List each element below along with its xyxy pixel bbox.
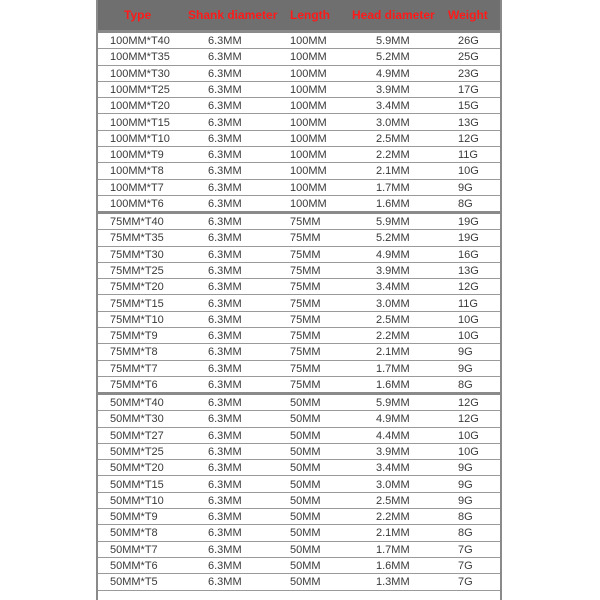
cell-shank-diameter: 6.3MM	[208, 379, 242, 391]
cell-head-diameter: 5.9MM	[376, 216, 410, 228]
table-header	[98, 0, 500, 30]
cell-head-diameter: 3.9MM	[376, 83, 410, 96]
table-row	[98, 361, 500, 377]
table-row	[98, 444, 500, 460]
cell-weight: 17G	[458, 83, 479, 96]
table-row	[98, 279, 500, 295]
table-row	[98, 131, 500, 147]
cell-weight: 7G	[458, 560, 473, 572]
cell-length: 75MM	[290, 216, 321, 228]
table-row	[98, 460, 500, 476]
cell-head-diameter: 3.0MM	[376, 116, 410, 129]
cell-weight: 19G	[458, 232, 479, 245]
cell-length: 100MM	[290, 149, 327, 162]
cell-shank-diameter: 6.3MM	[208, 543, 242, 556]
cell-type: 50MM*T5	[110, 576, 158, 589]
cell-length: 100MM	[290, 100, 327, 113]
cell-weight: 11G	[458, 149, 478, 162]
cell-weight: 10G	[458, 429, 479, 442]
cell-shank-diameter: 6.3MM	[208, 462, 242, 475]
cell-type: 75MM*T25	[110, 264, 164, 277]
cell-length: 50MM	[290, 560, 321, 572]
cell-shank-diameter: 6.3MM	[208, 297, 242, 310]
cell-length: 75MM	[290, 232, 321, 245]
cell-shank-diameter: 6.3MM	[208, 330, 242, 343]
table-row	[98, 574, 500, 590]
cell-type: 50MM*T7	[110, 543, 158, 556]
cell-weight: 12G	[458, 132, 479, 145]
cell-weight: 13G	[458, 116, 479, 129]
cell-weight: 8G	[458, 527, 473, 540]
cell-weight: 26G	[458, 35, 479, 47]
table-row	[98, 312, 500, 328]
cell-shank-diameter: 6.3MM	[208, 67, 242, 80]
cell-head-diameter: 3.4MM	[376, 281, 410, 294]
cell-weight: 12G	[458, 281, 479, 294]
cell-shank-diameter: 6.3MM	[208, 198, 242, 210]
cell-length: 100MM	[290, 51, 327, 64]
cell-weight: 19G	[458, 216, 479, 228]
cell-shank-diameter: 6.3MM	[208, 83, 242, 96]
header-type: Type	[124, 8, 152, 22]
table-row	[98, 147, 500, 163]
cell-shank-diameter: 6.3MM	[208, 362, 242, 375]
cell-type: 75MM*T7	[110, 362, 158, 375]
cell-shank-diameter: 6.3MM	[208, 511, 242, 524]
cell-length: 50MM	[290, 527, 321, 540]
cell-type: 75MM*T20	[110, 281, 164, 294]
cell-length: 75MM	[290, 297, 321, 310]
table-row	[98, 82, 500, 98]
cell-shank-diameter: 6.3MM	[208, 35, 242, 47]
table-row	[98, 196, 500, 212]
table-row	[98, 180, 500, 196]
table-row	[98, 98, 500, 114]
cell-type: 75MM*T35	[110, 232, 164, 245]
table-row	[98, 115, 500, 131]
cell-type: 100MM*T15	[110, 116, 170, 129]
cell-shank-diameter: 6.3MM	[208, 478, 242, 491]
cell-head-diameter: 1.7MM	[376, 362, 410, 375]
cell-type: 50MM*T10	[110, 494, 164, 507]
cell-type: 75MM*T30	[110, 248, 164, 261]
cell-length: 100MM	[290, 116, 327, 129]
cell-type: 75MM*T15	[110, 297, 164, 310]
table-row	[98, 395, 500, 411]
cell-length: 75MM	[290, 248, 321, 261]
cell-weight: 9G	[458, 494, 473, 507]
cell-weight: 10G	[458, 330, 479, 343]
cell-type: 75MM*T40	[110, 216, 164, 228]
cell-length: 50MM	[290, 543, 321, 556]
cell-shank-diameter: 6.3MM	[208, 346, 242, 359]
cell-length: 75MM	[290, 281, 321, 294]
cell-type: 100MM*T30	[110, 67, 170, 80]
cell-head-diameter: 3.4MM	[376, 100, 410, 113]
table-row	[98, 377, 500, 393]
cell-type: 50MM*T20	[110, 462, 164, 475]
cell-weight: 9G	[458, 346, 473, 359]
cell-length: 100MM	[290, 198, 327, 210]
cell-type: 75MM*T8	[110, 346, 158, 359]
cell-length: 50MM	[290, 429, 321, 442]
cell-weight: 10G	[458, 445, 479, 458]
cell-shank-diameter: 6.3MM	[208, 413, 242, 426]
cell-length: 75MM	[290, 313, 321, 326]
cell-length: 50MM	[290, 462, 321, 475]
cell-head-diameter: 3.9MM	[376, 445, 410, 458]
cell-length: 50MM	[290, 494, 321, 507]
cell-shank-diameter: 6.3MM	[208, 397, 242, 409]
table-row	[98, 525, 500, 541]
cell-head-diameter: 1.6MM	[376, 198, 410, 210]
cell-shank-diameter: 6.3MM	[208, 100, 242, 113]
cell-head-diameter: 4.9MM	[376, 248, 410, 261]
cell-shank-diameter: 6.3MM	[208, 576, 242, 589]
cell-type: 50MM*T30	[110, 413, 164, 426]
cell-weight: 11G	[458, 297, 478, 310]
cell-type: 100MM*T40	[110, 35, 170, 47]
cell-type: 50MM*T6	[110, 560, 158, 572]
cell-type: 50MM*T8	[110, 527, 158, 540]
cell-head-diameter: 5.2MM	[376, 232, 410, 245]
cell-weight: 12G	[458, 413, 479, 426]
cell-type: 100MM*T35	[110, 51, 170, 64]
header-head-diameter: Head diameter	[352, 8, 435, 22]
cell-length: 100MM	[290, 132, 327, 145]
cell-shank-diameter: 6.3MM	[208, 281, 242, 294]
table-row	[98, 247, 500, 263]
cell-head-diameter: 2.5MM	[376, 494, 410, 507]
cell-type: 50MM*T25	[110, 445, 164, 458]
cell-weight: 9G	[458, 462, 473, 475]
cell-head-diameter: 2.5MM	[376, 132, 410, 145]
cell-length: 100MM	[290, 181, 327, 194]
cell-head-diameter: 3.9MM	[376, 264, 410, 277]
cell-shank-diameter: 6.3MM	[208, 313, 242, 326]
cell-length: 50MM	[290, 413, 321, 426]
cell-length: 75MM	[290, 346, 321, 359]
table-row	[98, 428, 500, 444]
cell-head-diameter: 2.1MM	[376, 346, 410, 359]
cell-shank-diameter: 6.3MM	[208, 149, 242, 162]
cell-weight: 7G	[458, 543, 473, 556]
table-row	[98, 66, 500, 82]
cell-shank-diameter: 6.3MM	[208, 560, 242, 572]
table-row	[98, 296, 500, 312]
cell-weight: 12G	[458, 397, 479, 409]
cell-head-diameter: 3.0MM	[376, 478, 410, 491]
table-row	[98, 344, 500, 360]
cell-type: 100MM*T10	[110, 132, 170, 145]
cell-weight: 8G	[458, 379, 473, 391]
cell-head-diameter: 2.2MM	[376, 511, 410, 524]
table-row	[98, 411, 500, 427]
cell-weight: 9G	[458, 478, 473, 491]
cell-weight: 10G	[458, 313, 479, 326]
table-row	[98, 558, 500, 574]
cell-length: 75MM	[290, 362, 321, 375]
cell-type: 75MM*T9	[110, 330, 158, 343]
cell-length: 75MM	[290, 264, 321, 277]
cell-head-diameter: 5.9MM	[376, 35, 410, 47]
cell-length: 100MM	[290, 67, 327, 80]
cell-type: 100MM*T25	[110, 83, 170, 96]
cell-type: 100MM*T6	[110, 198, 164, 210]
cell-head-diameter: 1.7MM	[376, 543, 410, 556]
cell-shank-diameter: 6.3MM	[208, 429, 242, 442]
cell-head-diameter: 4.4MM	[376, 429, 410, 442]
cell-head-diameter: 1.6MM	[376, 379, 410, 391]
table-row	[98, 328, 500, 344]
cell-head-diameter: 2.2MM	[376, 149, 410, 162]
cell-head-diameter: 1.3MM	[376, 576, 410, 589]
cell-weight: 23G	[458, 67, 479, 80]
cell-type: 75MM*T6	[110, 379, 158, 391]
cell-length: 100MM	[290, 165, 327, 178]
cell-shank-diameter: 6.3MM	[208, 181, 242, 194]
spec-table	[96, 0, 502, 600]
cell-head-diameter: 2.1MM	[376, 165, 410, 178]
header-weight: Weight	[448, 8, 488, 22]
cell-shank-diameter: 6.3MM	[208, 51, 242, 64]
cell-type: 100MM*T9	[110, 149, 164, 162]
cell-type: 50MM*T40	[110, 397, 164, 409]
cell-weight: 10G	[458, 165, 479, 178]
cell-shank-diameter: 6.3MM	[208, 116, 242, 129]
table-row	[98, 509, 500, 525]
cell-weight: 13G	[458, 264, 479, 277]
table-row	[98, 493, 500, 509]
cell-head-diameter: 5.2MM	[376, 51, 410, 64]
cell-weight: 8G	[458, 198, 473, 210]
table-row	[98, 263, 500, 279]
table-row	[98, 49, 500, 65]
table-row	[98, 214, 500, 230]
cell-head-diameter: 1.7MM	[376, 181, 410, 194]
cell-head-diameter: 5.9MM	[376, 397, 410, 409]
cell-type: 50MM*T9	[110, 511, 158, 524]
cell-type: 50MM*T15	[110, 478, 164, 491]
cell-head-diameter: 3.0MM	[376, 297, 410, 310]
header-shank-diameter: Shank diameter	[188, 8, 278, 22]
cell-type: 100MM*T7	[110, 181, 164, 194]
cell-type: 100MM*T8	[110, 165, 164, 178]
cell-weight: 25G	[458, 51, 479, 64]
cell-shank-diameter: 6.3MM	[208, 132, 242, 145]
cell-shank-diameter: 6.3MM	[208, 445, 242, 458]
header-length: Length	[290, 8, 330, 22]
cell-length: 50MM	[290, 511, 321, 524]
cell-head-diameter: 4.9MM	[376, 413, 410, 426]
cell-weight: 16G	[458, 248, 479, 261]
cell-shank-diameter: 6.3MM	[208, 232, 242, 245]
table-row	[98, 542, 500, 558]
cell-length: 50MM	[290, 397, 321, 409]
table-row	[98, 33, 500, 49]
cell-length: 50MM	[290, 576, 321, 589]
cell-length: 75MM	[290, 379, 321, 391]
cell-length: 100MM	[290, 35, 327, 47]
cell-weight: 9G	[458, 362, 473, 375]
cell-shank-diameter: 6.3MM	[208, 248, 242, 261]
cell-head-diameter: 2.1MM	[376, 527, 410, 540]
cell-type: 50MM*T27	[110, 429, 164, 442]
cell-head-diameter: 4.9MM	[376, 67, 410, 80]
cell-shank-diameter: 6.3MM	[208, 165, 242, 178]
table-row	[98, 230, 500, 246]
cell-weight: 15G	[458, 100, 479, 113]
table-row	[98, 477, 500, 493]
cell-length: 100MM	[290, 83, 327, 96]
cell-length: 50MM	[290, 445, 321, 458]
cell-shank-diameter: 6.3MM	[208, 216, 242, 228]
cell-length: 50MM	[290, 478, 321, 491]
cell-weight: 7G	[458, 576, 473, 589]
cell-shank-diameter: 6.3MM	[208, 264, 242, 277]
cell-length: 75MM	[290, 330, 321, 343]
cell-head-diameter: 2.2MM	[376, 330, 410, 343]
cell-type: 75MM*T10	[110, 313, 164, 326]
cell-shank-diameter: 6.3MM	[208, 494, 242, 507]
table-row	[98, 163, 500, 179]
cell-head-diameter: 2.5MM	[376, 313, 410, 326]
cell-head-diameter: 3.4MM	[376, 462, 410, 475]
cell-weight: 8G	[458, 511, 473, 524]
cell-weight: 9G	[458, 181, 473, 194]
cell-head-diameter: 1.6MM	[376, 560, 410, 572]
cell-type: 100MM*T20	[110, 100, 170, 113]
cell-shank-diameter: 6.3MM	[208, 527, 242, 540]
